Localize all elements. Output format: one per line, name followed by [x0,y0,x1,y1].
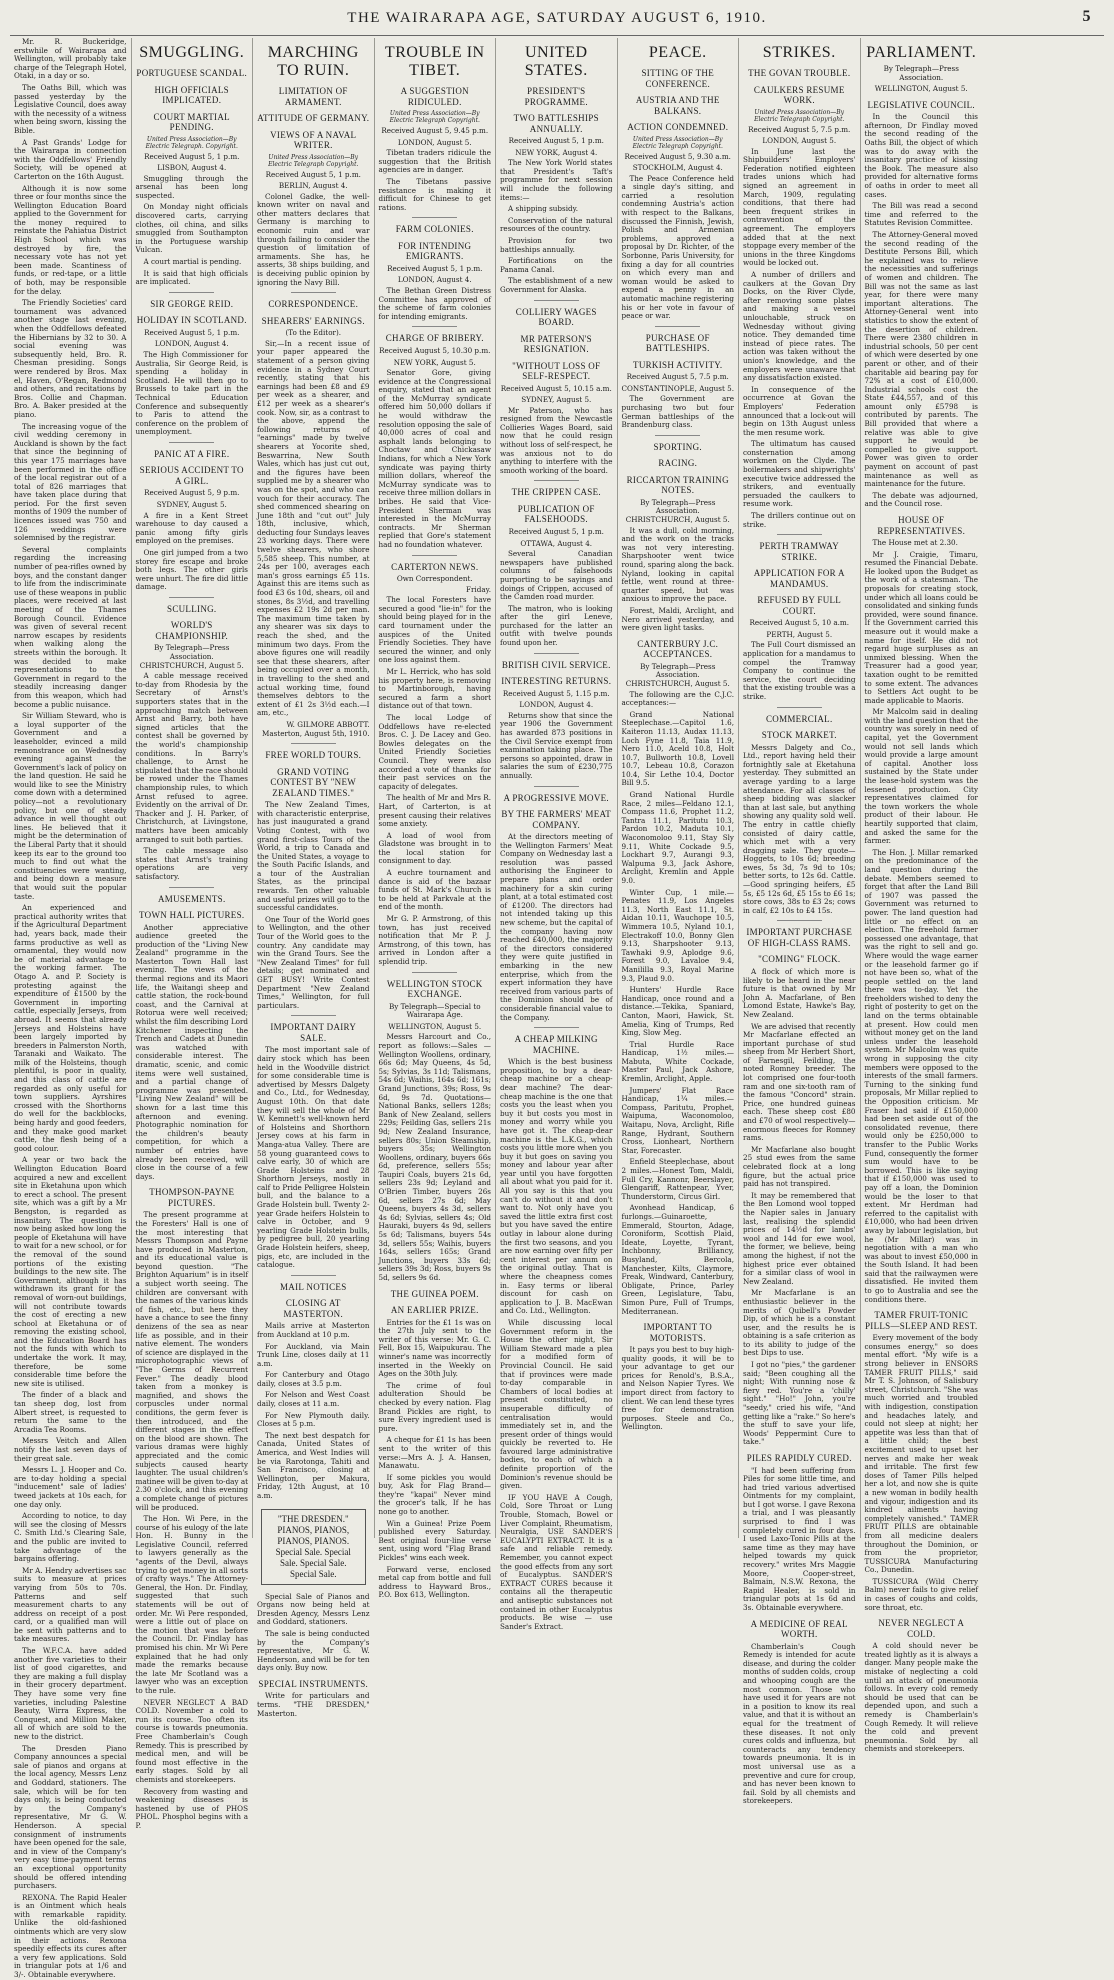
dateline: Received August 5, 9.45 p.m. [381,126,489,135]
article-paragraph: It pays you best to buy high-quality goods, it will be to your advantage to get our prices for Renold's, B.S.A., and Nelson Napier Tyres. We import direct from factory to client. We can lend these tyres free for demonstration purposes. Steele and Co., Wellington. [621,1345,734,1432]
article-paragraph: The Government are purchasing two but four German battleships of the Brandenburg class. [621,394,734,430]
article-paragraph: Mr L. Herrick, who has sold his property here, is removing to Martinborough, having secured a farm a short distance out of that town. [378,667,491,711]
article-paragraph: For Nelson and West Coast daily, closes at 11 a.m. [257,1390,370,1409]
article-paragraph: REXONA. The Rapid Healer is an Ointment which heals with remarkable rapidity. Unlike the old-fashioned ointments which are very slow in their actions. Rexona speedily effects its cures after a very few applications. Sold in triangular pots at 1/6 and 3/-. Obtainable everywhere. [14,1892,127,1980]
article-paragraph: Smuggling through the arsenal has been long suspected. [135,173,248,200]
subheading: THOMPSON-PAYNE PICTURES. [149,1187,235,1208]
column-3 [253,38,375,1718]
subheading: PRESIDENT'S PROGRAMME. [524,86,588,107]
agency-credit: United Press Association—By Electric Telegraph Copyright. [754,108,845,123]
article-paragraph: The Peace Conference held a single day's sitting, and carried a resolution condemning Austria's action with respect to the Balkans, discussed the Finnish, Jewish, Polish and Armenian problems, approved a proposal by Dr. Richter, of the Sorbonne, Paris University, for fixing a day for all countries on which every man and woman would be asked to expend a penny in an automatic machine registering his or her vote in favour of peace or war. [621,173,734,321]
article-paragraph: Conservation of the natural resources of the country. [500,215,613,234]
section-separator [777,534,822,535]
subheading: THE GOVAN TROUBLE. [748,68,851,78]
agency-credit: United Press Association—By Electric Telegraph Copyright. [632,135,723,150]
section-separator [655,326,700,327]
article-paragraph: Colonel Gadke, the well-known writer on naval and other matters declares that Germany is marching to economic ruin and war through failing to consider the question of limitation of armaments. She has, he asserts, 38 ships building, and is deceiving public opinion by ignoring the Navy Bill. [257,191,370,287]
subheading: "WITHOUT LOSS OF SELF-RESPECT. [512,360,601,381]
subheading: VIEWS OF A NAVAL WRITER. [270,129,357,150]
dateline: CONSTANTINOPLE, August 5. [621,383,734,393]
column-6 [618,38,740,1538]
article-paragraph: Mr Macfarlane is an enthusiastic believer in the merits of Quibell's Powder Dip, of which he is a constant user, and the results he is obtaining is a safe criterion as to its ability to judge of the best Dips to use. [743,1288,856,1358]
subheading: AN EARLIER PRIZE. [390,1305,479,1316]
article-paragraph: NEVER NEGLECT A BAD COLD. November a cold to run its course. Too often its course is towards pneumonia. Free Chamberlain's Cough Remedy. This is prescribed by medical men, and will be found most effective in the early stages. Sold by all chemists and storekeepers. [135,1697,248,1784]
subheading: SCULLING. [167,603,217,614]
subheading: MAIL NOTICES [279,1281,347,1292]
subheading: LIMITATION OF ARMAMENT. [278,86,348,107]
article-paragraph: The local Lodge of Oddfellows have re-elected Bros. C. J. De Lacey and Geo. Bowles delegates on the United Friendly Societies Council. They were also accorded a vote of thanks for their past services on the capacity of delegates. [378,712,491,791]
article-paragraph: The finder of a black and tan sheep dog, lost from Albert street, is requested to return the same to the Arcadia Tea Rooms. [14,1390,127,1434]
article-paragraph: The W.F.C.A. have added another five varieties to their list of good cigarettes, and they are making a full display in their grocery department. They have some very fine varieties, including Palestine Beauty, Wirra Express, the Conquest, and Million Maker, all of which are sold to the new to the district. [14,1646,127,1741]
section-separator [412,972,457,973]
article-paragraph: Messrs L. J. Hooper and Co. are to-day holding a special "inducement" sale of ladies' tweed jackets at 10s each, for one day only. [14,1465,127,1509]
article-paragraph: At the directors meeting of the Wellington Farmers' Meat Company on Wednesday last a resolution was passed authorising the Engineer to prepare plans and order machinery for a skin curing plant, at a total estimated cost of £1200. The directors had not intended taking up this new scheme, but the capital of the company having now reached £40,000, the majority of the directors considered they were quite justified in embarking in the new enterprise, which from the expert information they have received from various parts of the Dominion should be of considerable financial value to the Company. [500,832,613,1022]
subheading: HOUSE OF REPRESENTATIVES. [877,515,966,536]
column-headline: TROUBLE IN TIBET. [384,44,485,79]
article-paragraph: The High Commissioner for Australia, Sir George Reid, is spending a holiday in Scotland. He will then go to Brussels to take part in the Technical Education Conference and subsequently to Paris to attend the conference on the problem of unemployment. [135,350,248,437]
article-paragraph: The establishment of a new Government for Alaska. [500,276,613,294]
article-paragraph: A euchre tournament and dance is aid of the bazaar funds of St. Mark's Church is to be held at Parkvale at the end of the month. [378,868,491,912]
article-paragraph: A flock of which more is likely to be heard in the near future is that owned by Mr John A. Macfarlane, of Ben Lomond Estate, Hawke's Bay, New Zealand. [743,966,856,1019]
article-paragraph: It is said that high officials are implicated. [135,268,248,287]
section-separator [291,292,336,293]
article-paragraph: The matron, who is looking after the girl Leneve, purchased for the latter an outfit with twelve pounds found upon her. [500,603,613,648]
article-paragraph: Mr G. P. Armstrong, of this town, has just received notification that Mr P. J. Armstrong, of this town, has arrived in London after a splendid trip. [378,914,491,966]
article-paragraph: Recovery from wasting and weakening diseases is hastened by use of PHOS PHOL. Phosphol begins with a P. [135,1786,248,1830]
article-paragraph: Mr Paterson, who has resigned from the Newcastle Collieries Wages Board, said now that he could resign without loss of self-respect, he was anxious not to do anything to interfere with the smooth working of the board. [500,405,613,475]
section-separator [534,653,579,654]
dateline: LONDON, August 4. [154,339,229,349]
dateline: Received August 5, 9.30 a.m. [624,151,731,161]
article-paragraph: Hunters' Hurdle Race Handicap, once round and a distance.—Tekika, Spaniard, Canton, Maori, Hawick, St. Amelia, King of Trumps, Red King, Slow Meg. [621,985,734,1038]
advertisement-box: "THE DRESDEN." PIANOS, PIANOS, PIANOS, PIANOS. Special Sale. Special Sale. Special Sale. Special Sale. [261,1509,366,1585]
article-paragraph: Jumpers' Flat Race Handicap, 1¼ miles.—Compass, Paritutu, Prophet, Waipuma, Waconomoloo, Waitapu, Nova, Arclight, Rifle Range, Hydrant, Southern Cross, Lionheart, Northern Star, Forecaster. [621,1085,734,1155]
subheading: AUSTRIA AND THE BALKANS. [635,95,720,116]
dateline: By Telegraph—Press Association. CHRISTCHURCH, August 5. [625,497,730,525]
subheading: COURT MARTIAL PENDING. [153,111,230,132]
subheading: LEGISLATIVE COUNCIL. [867,99,975,110]
subheading: WELLINGTON STOCK EXCHANGE. [386,978,483,1000]
agency-credit: United Press Association—By Electric Telegraph Copyright. [268,153,359,168]
column-4 [375,38,497,1600]
dateline: SYDNEY, August 5. [521,395,592,405]
dateline: By Telegraph—Press Association. [883,64,959,82]
article-paragraph: Write for particulars and terms. "THE DRESDEN," Masterton. [257,1691,370,1718]
subheading: CLOSING AT MASTERTON. [283,1298,344,1319]
article-paragraph: Another appreciative audience greeted the production of the "Living New Zealand" programme in the Masterton Town Hall last evening. The views of the thermal regions and its Maori life, the Waitangi sheep and cattle station, the rock-bound coast, and the Carnival at Rotorua were well received; whilst the film describing Lord Kitchener inspecting the Trench and Cadets at Dunedin was watched with considerable interest. The dramatic, scenic, and comic items were well sustained, and a partial change of programme was presented. "Living New Zealand" will be shown for a last time this afternoon and evening. Photographic nomination for the children's beauty competition, for which a number of entries have already been received, will close in the course of a few days. [135,922,248,1181]
article-paragraph: A cable message received to-day from Rhodesia by the Secretary of Arnst's supporters states that in the approaching match between Arnst and Barry, both have signed articles that the contest shall be governed by the world's championship conditions. In Barry's challenge, to Arnst he stipulated that the race should be rowed under the Thames championship rules, to which Arnst refused to agree. Evidently on the arrival of Dr. Thacker and J. H. Parker, of Christchurch, at Livingstone, matters have been amicably arranged to suit both parties. [135,671,248,844]
column-8 [861,38,983,1754]
article-paragraph: It was a dull, cold morning, and the work on the tracks was not very interesting. Sharpshooter went twice round, sparing along the back. Nyland, looking in capital fettle, went round at three-quarter speed, but was anxious to improve the pace. [621,525,734,604]
article-paragraph: The Attorney-General moved the second reading of the Destitute Persons Bill, which he explained was to relieve the necessities and sufferings of women and children. The Bill was not the same as last year, for there were many important alterations. The Attorney-General went into statistics to show the extent of the desertion of children. There were 2380 children in industrial schools, 50 per cent of which were deserted by one parent or other, and of their charitable aid bearing pay for 72% at a cost of £10,000. Industrial schools cost the State £44,557, and of this amount only £5798 is contributed by parents. The Bill provided that where a relative was able to give support he would be compelled to give support. Power was given to order payment on account of past maintenance as well as maintenance for the future. [864,230,978,489]
columns-container [10,37,1106,1980]
article-paragraph: Mr Malcolm said in dealing with the land question that the country was sorely in need of capital, yet the Government would not sell lands which would provide a large amount of capital. Another loss sustained by the State under the lease-hold system was the lessened production. City representatives claimed for the town workers the whole product of their labour. He heartily supported that claim, and asked the same for the farmer. [864,707,978,846]
article-paragraph: The Hon. Wi Pere, in the course of his eulogy of the late Hon. H. Bunny in the Legislative Council, referred to lawyers generally as the "agents of the Devil, always trying to get money in all sorts of crafty ways." The Attorney-General, the Hon. Dr. Findlay, suggested that such statements will be out of order. Mr. Wi Pere responded, were a little out of place on the motion that was before the Council. Dr. Findlay has promised his chin. Mr Wi Pere explained that he had only made the remarks because the late Mr Scotland was a lawyer who was an exception to the rule. [135,1514,249,1695]
subheading: IMPORTANT DAIRY SALE. [270,1022,357,1043]
article-paragraph: IF YOU HAVE A Cough, Cold, Sore Throat or Lung Trouble, Stomach, Bowel or Liver Complaint, Rheumatism, Neuralgia, USE SANDER'S EUCALYPTI EXTRACT. It is a safe and reliable remedy. Remember, you cannot expect the good effects from any sort of Eucalyptus. SANDER'S EXTRACT CURES because it contains all the therapeutic and antiseptic substances not contained in other Eucalyptus products. Be wise — use Sander's Extract. [500,1492,613,1631]
section-separator [534,300,579,301]
subheading: COLLIERY WAGES BOARD. [515,306,597,327]
article-paragraph: A Past Grands' Lodge for the Wairarapa in connection with the Oddfellows' Friendly Society, will be opened at Carterton on the 16th August. [14,137,127,181]
article-paragraph: Grand National Hurdle Race, 2 miles—Feldano 12.1, Compass 11.6, Prophet 11.2, Tantra 11.1, Paritutu 10.3, Pardon 10.2, Maduta 10.1, Waconomoloo 9.11, Stay Sly 9.11, White Cockade 9.5, Lockhart 9.7, Aurangi 9.3, Walpuma 9.3, Jack Ashore, Arclight, Kremlin and Apple 9.0. [621,790,734,885]
subheading: FARM COLONIES. [395,224,474,235]
subheading: FREE WORLD TOURS. [265,750,362,761]
subheading: THE GUINEA POEM. [390,1288,479,1299]
article-paragraph: One girl jumped from a two storey fire escape and broke both legs. The other girls were unhurt. The fire did little damage. [135,548,248,592]
subheading: CANTERBURY J.C. ACCEPTANCES. [637,638,719,660]
subheading: TWO BATTLESHIPS ANNUALLY. [513,113,599,134]
subheading: RACING. [658,458,698,469]
subheading: BRITISH CIVIL SERVICE. [501,659,611,670]
article-paragraph: A number of drillers and caulkers at the Govan Dry Docks, on the River Clyde, after removing some plates and making a vessel unlouchable, struck on Wednesday without giving notice. They demanded time instead of piece rates. The action was taken without the union's knowledge, and the employers were unaware that any dissatisfaction existed. [743,270,856,383]
subheading: A MEDICINE OF REAL WORTH. [750,1618,848,1640]
subheading: SIR GEORGE REID. [150,298,234,309]
subheading: PORTUGUESE SCANDAL. [136,68,248,78]
article-paragraph: A court martial is pending. [143,257,242,267]
subheading: APPLICATION FOR A MANDAMUS. [753,568,845,589]
article-paragraph: It may be remembered that the Ben Lomond wool topped the Napier sales in January last, realising the splendid prices of 14½d for lambs' wool and 14d for ewe wool, the former, we believe, being among the highest, if not the highest price ever obtained for a similar class of wool in New Zealand. [743,1190,856,1286]
dateline: Received August 5, 10 a.m. [749,618,850,628]
article-paragraph: For Auckland, via Main Trunk Line, closes daily at 11 a.m. [257,1341,370,1368]
dateline: By Telegraph—Special to Wairarapa Age. [388,1001,481,1020]
section-separator [412,326,457,327]
column-1 [10,37,132,1980]
section-separator [777,920,822,921]
subheading: MR PATERSON'S RESIGNATION. [520,333,592,354]
subheading: GRAND VOTING CONTEST BY "NEW ZEALAND TIMES." [270,766,357,798]
article-paragraph: Mr J. Craigie, Timaru, resumed the Financial Debate. He looked upon the Budget as the work of a statesman. The proposals for creating stock, under which all loans could be consolidated and sinking funds provided, were sound finance. If the Government carried this measure out it would make a name for itself. He did not regard huge surpluses as an unmixed blessing. When the Treasurer had a good year, taxation ought to be remitted to some extent. The advances to Settlers Act ought to be made applicable to Maoris. [864,549,978,705]
subheading: IMPORTANT TO MOTORISTS. [643,1322,713,1343]
dateline: Own Correspondent. [396,574,473,584]
subheading: NEVER NEGLECT A COLD. [878,1618,965,1639]
section-separator [169,292,214,293]
subheading: ACTION CONDEMNED. [627,122,729,132]
article-paragraph: If some pickles you would buy, Ask for Flag Brand—they're "kapai" Never mind the grocer's talk, If he has none go to another. [378,1472,491,1517]
subheading: PANIC AT A FIRE. [154,448,230,459]
subheading: A SUGGESTION RIDICULED. [400,86,469,107]
article-paragraph: The Hon. J. Millar remarked on the predominance of the land question during the debate. Members seemed to forget that after the Land Bill of 1907 was passed the Government was returned to power. The land question had little or no effect on an election. The freehold farmer possessed one advantage, that was the right to sell and go. Where would the wage earner or the leasehold farmer go if not have been so, what of the people settled on the land there was to-day. Yet the freeholders wished to deny the right of posterity to get on the land on the terms obtainable at present. How could men without money get on the land unless under the leasehold system. Mr Malcolm was quite wrong in supposing the city members were opposed to the interests of the small farmers. Turning to the sinking fund proposals, Mr Millar replied to the Opposition criticism. Mr Fraser had said if £150,000 had been set aside out of the consolidated revenue, there would only be £250,000 to transfer to the Public Works Fund, consequently the former sum would have to be borrowed. This is like saying that if £150,000 was used to pay off a loan, the Dominion would be the loser to that extent. Mr Herdman had referred to the capitalist with £10,000, who had been driven away by labour legislation, but he (Mr Millar) was in negotiation with a man who was about to invest £50,000 in the South Island. It had been said that the railwaymen were dissatisfied. He invited them to go to Australia and see the conditions there. [864,847,978,1304]
subheading: A PROGRESSIVE MOVE. [503,792,609,803]
section-separator [412,217,457,218]
dateline: Received August 5, 1 p.m. [387,263,483,273]
subheading: CORRESPONDENCE. [268,299,359,310]
article-paragraph: The Full Court dismissed an application for a mandamus to compel the Tramway Company to continue the service, the court deciding that the existing trouble was a strike. [743,640,856,701]
dateline: LONDON, August 5. [762,136,837,146]
dateline: Received August 5, 1.15 p.m. [502,688,610,698]
subheading: CARTERTON NEWS. [391,561,479,572]
article-paragraph: In consequence of the occurrence at Govan the Employers' Federation announced that a lock-out will begin on 13th August unless the men resume work. [743,384,856,437]
article-paragraph: Several complaints regarding the increasing number of pea-rifles owned by boys, and the constant danger to life from the indiscriminate use of these weapons in public places, were received at last meeting of the Thames Borough Council. Evidence was given of several recent narrow escapes by residents when walking along the streets within the borough. It was decided to make representations to the Government in regard to the steadily increasing danger from this weapon, which had become a public nuisance. [14,544,127,709]
article-paragraph: TUSSICURA (Wild Cherry Balm) never fails to give relief in cases of coughs and colds, sore throat, etc. [864,1576,978,1612]
article-paragraph: A year or two back the Wellington Education Board acquired a new and excellent site in Eketahuna upon which to erect a school. The present site, which was a gift by a Mr Bengston, is regarded as insanitary. The question is now being asked how long the people of Eketahuna will have to wait for a new school, or for the removal of the sound portions of the existing buildings to the new site. The Government, although it has withdrawn its grant for the removal of worn-out buildings, will not contribute towards the cost of erecting a new school at Eketahuna or of removing the existing school, and the Education Board has not the funds with which to undertake the work. It may, therefore, be some considerable time before the new site is utilised. [14,1155,127,1388]
column-headline: STRIKES. [762,44,836,61]
subheading: PILES RAPIDLY CURED. [746,1453,852,1463]
article-paragraph: The ultimatum has caused consternation among workmen on the Clyde. The boilermakers and shipwrights' executive twice addressed the strikers, and eventually persuaded the caulkers to resume work. [743,439,856,509]
article-paragraph: A fire in a Kent Street warehouse to day caused a panic among fifty girls employed on the premises. [135,510,248,546]
subheading: TOWN HALL PICTURES. [139,910,245,920]
subheading: COMMERCIAL. [765,713,833,724]
article-paragraph: The drillers continue out on strike. [743,511,856,529]
subheading: SITTING OF THE CONFERENCE. [641,68,715,89]
subheading: RICCARTON TRAINING NOTES. [626,474,729,496]
subheading: CAULKERS RESUME WORK. [753,84,845,105]
dateline: PERTH, August 5. [766,629,833,639]
masthead [0,10,1114,32]
dateline: Received August 5, 7.5 p.m. [748,124,851,134]
column-headline: UNITED STATES. [524,44,588,79]
dateline: By Telegraph—Press Association. CHRISTCHURCH, August 5. [625,661,730,688]
dateline: WELLINGTON, August 5. [874,84,968,94]
article-paragraph: A cheque for £1 1s has been sent to the writer of this verse:—Mrs A. J. A. Hansen, Manawatu. [378,1435,491,1471]
subheading: AMUSEMENTS. [157,893,226,904]
article-paragraph: The Dresden Piano Company announces a special sale of pianos and organs at the local agency, Messrs Lenz and Goddard, stationers. The sale, which will be for ten days only, is being conducted by the Company's representative, Mr G. W. Henderson. A special consignment of instruments have been opened for the sale, and in view of the Company's very easy time-payment terms an exceptional opportunity should be offered intending purchasers. [14,1743,127,1891]
article-paragraph: A cold should never be treated lightly as it is always a danger. Many people make the mistake of neglecting a cold until an attack of pneumonia follows. In every cold remedy should be used that can be depended upon, and such a remedy is Chamberlain's Cough Remedy. It will relieve the cold and prevent pneumonia. Sold by all chemists and storekeepers. [864,1641,978,1754]
column-7 [739,38,861,1806]
column-headline: PEACE. [648,44,707,61]
article-paragraph: In June last the Shipbuilders' Employers' Federation notified eighteen trades unions which had signed an agreement in March, 1909, regulating conditions, that there had been frequent strikes in contravention of the agreement. The employers added that at the next stoppage every member of the unions in the three Kingdoms would be locked out. [743,146,856,268]
article-paragraph: Winter Cup, 1 mile.—Penates 11.9, Los Angeles 11.3, North East 11.1, St. Aidan 10.11, Wauchope 10.5, Wimmera 10.5, Nyland 10.1, Electrakoff 10.0, Bonny Glen 9.13, Sharpshooter 9.13, Tawhaki 9.9, Aplodge 9.6, Forest 9.0, Lavaloe 9.4, Manililla 9.3, Royal Marine 9.3, Plaud 9.0. [621,887,734,983]
section-separator [169,887,214,888]
article-paragraph: The following are the C.J.C. acceptances:— [621,689,734,708]
agency-credit: United Press Association—By Electric Telegraph. Copyright. [145,135,238,150]
dateline: NEW YORK, August 4. [515,147,598,157]
subheading: "COMING" FLOCK. [758,954,841,965]
subheading: HIGH OFFICIALS IMPLICATED. [154,84,229,105]
section-separator [291,1275,336,1276]
subheading: HOLIDAY IN SCOTLAND. [136,315,247,326]
article-paragraph: The health of Mr and Mrs R. Hart, of Carterton, is at present causing their relatives some anxiety. [378,793,491,829]
section-separator [291,1015,336,1016]
column-headline: MARCHING TO RUIN. [267,44,359,79]
article-paragraph: The Friendly Societies' card tournament was advanced another stage last evening, when the Oddfellows defeated the Hibernians by 32 to 30. A social evening was subsequently held, Bro. R. Chesman presiding. Songs were rendered by Bros. Max el, Haven, O'Regan, Redmond and others, and recitations by Bros. Collie and Chapman. Bro. A. Baker presided at the piano. [14,298,127,419]
dateline: Received August 5, 7.5 p.m. [626,372,729,382]
article-paragraph: On Monday night officials discovered carts, carrying clothes, oil china, and silks smuggled from Southampton in the Portuguese warship Vulcan. [135,202,248,255]
dateline: Received August 5, 1 p.m. [508,136,604,145]
section-separator [655,435,700,436]
article-paragraph: Messrs Harcourt and Co., report as follows:—Sales — Wellington Woollens, ordinary, 66s 6d; May Queens, 4s 5d, 5s; Sylvias, 3s 11d; Talismans, 54s 6d; Waihis, 164s 6d; 161s; Grand Junctions, 39s; Ross, 9s 6d, 9s 7d. Quotations—National Banks, sellers 128s; Bank of New Zealand, sellers 229s; Feilding Gas, sellers 21s 9d; New Zealand Insurance, sellers 80s; Union Steamship, buyers 35s; Wellington Woollens, ordinary, buyers 66s 6d, preference, sellers 55s; Taupiri Coals, buyers 21s 6d, sellers 23s 9d; Leyland and O'Brien Timber, buyers 26s 6d, sellers 27s 6d; May Queens, buyers 4s 3d, sellers 4s 6d; Sylvias, sellers 4s; Old Hauraki, buyers 4s 9d, sellers 5s 6d; Talismans, buyers 54s 3d, sellers 55s; Waihis, buyers 164s, sellers 165s; Grand Junctions, buyers 33s 6d; sellers 39s 3d; Ross, buyers 9s 5d, sellers 9s 6d. [378,1032,491,1282]
article-paragraph: Mr Macfarlane also bought 25 stud ewes from the same celebrated flock at a long figure, but the actual price paid has not transpired. [743,1144,856,1189]
article-paragraph: The Bill was read a second time and referred to the Statutes Revision Committee. [864,201,978,228]
article-paragraph: Provision for two battleships annually. [500,235,613,254]
subheading: SPECIAL INSTRUMENTS. [258,1678,369,1689]
article-paragraph: For New Plymouth daily. Closes at 5 p.m. [257,1410,370,1429]
article-paragraph: The most important sale of dairy stock which has been held in the Woodville district for some considerable time is advertised by Messrs Dalgety and Co., Ltd., for Wednesday, August 10th. On that date they will sell the whole of Mr W. Kemnett's well-known herd of Holsteins and Shorthorn Jersey cows at his farm in Manga-atua Valley. There are 58 young guaranteed cows to calve early, 30 of which are Grade Holsteins and 28 Shorthorn Jerseys, mostly in calf to Pride Pelligree Holstein bull, and the balance to a Grade Holstein bull. Twenty 2-year Grade heifers Holstein to calve in October, and 9 yearling Grade Holstein bulls, by pedigree bull, 20 yearling Grade Holstein heifers, sheep, pigs, etc, are included in the catalogue. [257,1045,370,1270]
article-paragraph: The cable message also states that Arnst's training operations are very satisfactory. [135,846,248,881]
section-separator [534,480,579,481]
article-paragraph: A load of wool from Gladstone was brought in to the local station for consignment to day. [378,830,491,866]
subheading: INTERESTING RETURNS. [501,676,612,687]
article-paragraph: Every movement of the body consumes energy," so does mental effort. "My wife is a strong believer in ENSORS TAMER FRUIT PILLS," said Mr T. S. Johnson, of Salisbury street, Christchurch. "She was much worried and troubled with indigestion, constipation and headaches lately, and could not sleep at night; her appetite was less than that of a little child; the best excitement used to upset her nerves and make her weak and irritable. The first few doses of Tamer Pills helped her a lot, and now she is quite a new woman in bodily health and vigour, indigestion and its kindred ailments having completely vanished." TAMER FRUIT PILLS are obtainable from all medicine dealers throughout the Dominion, or from the proprietor, TUSSICURA Manufacturing Co., Dunedin. [864,1333,978,1575]
dateline: NEW YORK, August 5. [393,357,476,367]
subheading: THE CRIPPEN CASE. [511,487,601,498]
article-paragraph: Messrs Dalgety and Co., Ltd., report having held their fortnightly sale at Eketahuna yesterday. They submitted an average yarding to a large attendance. For all classes of sheep bidding was slacker than at last sale, but anything showing any quality sold well. The entry in cattle chiefly consisted of dairy cattle, which met with a very dragging sale. They quote—Hoggets, to 10s 6d; breeding ewes, 5s 3d, 7s 9d to 10s; better sorts, to 12s 6d. Cattle.—Good springing heifers, £5 5s, £5 12s 6d, £5 15s to £6 1s; store cows, 38s to £3 2s; cows in calf, £2 10s to £4 15s. [743,742,856,915]
article-paragraph: The New Zealand Times, with characteristic enterprise, has just inaugurated a grand Voting Contest, with two grand first-class Tours of the World, a trip to Canada and the United States, a voyage to the South Pacific Islands, and a tour of the Australian States, as the principal rewards. Ten other valuable and useful prizes will go to the successful candidates. [257,800,370,913]
article-paragraph: Although it is now some three or four months since the Wellington Education Board applied to the Government for the money required to reinstate the Pahiatua District High School which was destroyed by fire, the necessary vote has not yet been made. Scantiness of funds, or red-tape, or a little of both, may be responsible for the delay. [14,183,127,296]
subheading: CHARGE OF BRIBERY. [385,333,484,344]
article-paragraph: The Tibetans passive resistance is making it difficult for Chinese to get rations. [378,176,491,212]
article-paragraph: Senator Gore, giving evidence at the Congressional enquiry, stated that an agent of the McMurray syndicate offered him 50,000 dollars if he would withdraw the resolution opposing the sale of 40,000 acres of coal and asphalt lands belonging to Choctaw and Chickasaw Indians, for which a New York syndicate was paying thirty million dollars, whereof the McMurray syndicate was to receive three million dollars in bribes. He said that Vice-President Sherman was interested in the McMurray contracts. Mr Sherman replied that Gore's statement had no foundation whatever. [378,368,491,549]
dateline: STOCKHOLM, August 4. [632,163,723,173]
article-paragraph: Returns show that since the year 1906 the Government has awarded 873 positions in the Civil Service exempt from examination taking place. The persons so appointed, draw in salaries the sum of £230,775 annually. [500,710,613,780]
article-paragraph: Tibetan traders ridicule the suggestion that the British agencies are in danger. [378,148,491,175]
article-paragraph: Mr A. Hendry advertises sac suits to measure at prices varying from 50s to 70s. Patterns and self measurement charts to any address on receipt of a post card, or a qualified man will be sent with patterns and to take measures. [14,1565,127,1644]
article-paragraph: Forest, Maldi, Arclight, and Nero arrived yesterday, and were given light tasks. [621,605,734,633]
dateline: Received August 5, 1 p.m. [265,169,361,179]
dateline: By Telegraph—Press Association. CHRISTCHURCH, August 5. [139,643,244,670]
section-separator [169,442,214,443]
signature-line: W. GILMORE ABBOTT. Masterton, August 5th, 1910. [262,719,370,738]
subheading: FOR INTENDING EMIGRANTS. [398,240,472,262]
signature-line: Friday. [466,584,491,594]
article-paragraph: The present programme at the Foresters' Hall is one of the most interesting that Messrs Thompson and Payne have produced in Masterton, and its educational value is beyond question. "The Brighton Aquarium" is in itself a subject worth seeing. The children are conversant with the names of the various kinds of fish, etc., but here they have a chance to see the finny denizens of the sea as near life as possible, and in their native element. The wonders of science are displayed in the microphotographic views of "The Germs of Recurrent Fever." The deadly blood taken from a monkey is magnified, and shows the corpuscles under normal conditions, the germ fever is then introduced, and the different stages in the effect on the blood are shown. The various dramas were highly appreciated and the comic subjects caused hearty laughter. The usual children's matinee will be given to-day at 2.30 o'clock, and this evening a complete change of pictures will be produced. [135,1210,248,1512]
article-paragraph: An experienced and practical authority writes that if the Agricultural Department had, years back, made their farms productive as well as ornamental, they would now be of material advantage to the working farmer. The Otago A. and P. Society is protesting against the expenditure of £1500 by the Government in importing cattle, especially Jerseys, from abroad. It seems that already Jerseys and Holsteins have been largely imported by breeders in Palmerston North, Taranaki and Waikato. The milk of the Holsteins, though plentiful, is poor in quality, and this class of cattle are regarded as only useful for town suppliers. Ayrshires crossed with the Shorthorns do well for the backblocks, being hardy and good feeders, and they make good market cattle, the flesh being of a good colour. [14,903,127,1153]
article-paragraph: While discussing local Government reform in the House the other night, Sir William Steward made a plea for a modified form of Provincial Council. He said that if provinces were made to-day comparable in Chambers of local bodies at present constituted, no insuperable difficulty of centralisation would immediately set in, and the present order of things would quickly be reverted to. He favoured large administrative bodies, to each of which a definite proportion of the Dominion's revenue should be given. [500,1317,613,1491]
dateline: Received August 5, 10.15 a.m. [500,383,612,393]
article-paragraph: Sir,—In a recent issue of your paper appeared the statement of a person giving evidence in a Sydney Court recently, stating that his earnings had been £8 and £9 per week as a shearer, and £12 per week as a shearer's cook. Now, sir, as a contrast to the above, append the following returns of "earnings" made by twelve shearers at Yocorite shed, Beswarrina, New South Wales, which has just cut out, and the figures have been supplied me by a shearer who was on the spot, and who can vouch for their accuracy. The shed commenced shearing on June 18th and "cut out" July 18th, inclusive, which, deducting four Sundays leaves 23 working days. There were twelve shearers, who shore 5,585 sheep. This number, at 24s per 100, averages each man's gross earnings £5 11s. Against this are items such as food £3 6s 10d, shears, oil and stones, 8s 3½d, and travelling expenses £2 19s 2d per man. The maximum time taken by any shearer was six days to reach the shed, and the minimum two days. From the above figures one will readily see that these shearers, after being occupied over a month, in travelling to the shed and actual working time, found themselves debtors to the extent of £1 2s 3½d each.—I am, etc., [257,338,370,718]
article-paragraph: The crime of foul adulteration Should be checked by every nation. Flag Brand Pickles are right, to sure Every ingredient used is pure. [378,1380,491,1433]
subheading: PUBLICATION OF FALSEHOODS. [517,503,595,525]
column-2 [132,38,254,1830]
dateline: LISBON, August 4. [157,163,227,173]
article-paragraph: The House met at 2.30. [872,538,958,547]
article-paragraph: We are advised that recently Mr Macfarlane effected an important purchase of stud sheep from Mr Herbert Short, of Farnesgil, Feilding, the noted Romney breeder. The lot comprised one four-tooth ram and one six-tooth ram of the famous "Concord" strain. Price, one hundred guineas each. These sheep cost £80 and £70 of wool respectively—enormous fleeces for Romney rams. [743,1021,856,1143]
column-headline: PARLIAMENT. [866,44,977,61]
article-paragraph: Avonhead Handicap, 6 furlongs.—Guinaroette, Emmerald, Stourton, Adage, Coroniform, Scottish Plaid, Ideate, Loyette, Tyrant, Inchbonny, Brilliancy, Busyland, Bercola, Manchester, Kilts, Claymore, Freak, Windward, Canterbury, Obligate, Prince, Parley Green, Legislature, Tabu, Simon Pure, Full of Trumps, Mediterranean. [621,1203,734,1316]
dateline: LONDON, August 4. [397,275,472,285]
article-paragraph: The increasing vogue of the civil wedding ceremony in Auckland is shown by the fact that since the beginning of this year 175 marriages have been performed in the office of the local registrar out of a total of 826 marriages that have taken place during that period. For the first seven months of 1909 the number of licences issued was 750 and 126 weddings were solemnised by the registrar. [14,421,127,543]
dateline: Received August 5, 1 p.m. [144,151,240,161]
article-paragraph: Grand National Steeplechase.—Capitol 1.6, Kaiteron 11.13, Audax 11.13, Loch Fyne 11.8, Taia 11.9, Nero 11.0, Aceld 10.8, Holt 10.7, Bullworth 10.8, Lovell 10.7, Lebeau 10.8, Corazon 10.4, Sir Lethe 10.4, Doctor Bill 9.5. [621,709,734,788]
column-5 [496,38,618,1631]
subheading: PERTH TRAMWAY STRIKE. [759,541,840,562]
masthead-title: THE WAIRARAPA AGE, SATURDAY AUGUST 6, 1910. [347,10,767,26]
subheading: REFUSED BY FULL COURT. [757,595,842,616]
article-paragraph: Mails arrive at Masterton from Auckland at 10 p.m. [257,1321,370,1339]
article-paragraph: One Tour of the World goes to Wellington, and the other Tour of the World goes to the country. Any candidate may win the Grand Tours. See the "New Zealand Times" for full details; get nominated and GET BUSY! Write Contest Department "New Zealand Times," Wellington, for full particulars. [257,914,370,1010]
article-paragraph: The debate was adjourned, and the Council rose. [864,490,978,509]
subheading: WORLD'S CHAMPIONSHIP. [155,620,229,641]
section-separator [169,597,214,598]
article-paragraph: The local Foresters have secured a good "lie-in" for the should being played for in the card tournament under the auspices of the United Friendly Societies. They have secured the winner, and only one loss against them. [378,595,491,665]
subheading: STOCK MARKET. [761,730,837,741]
dateline: SYDNEY, August 5. [156,500,227,510]
subheading: TAMER FRUIT-TONIC PILLS—SLEEP AND REST. [864,1310,978,1331]
section-separator [291,743,336,744]
dateline: Received August 5, 1 p.m. [508,526,604,536]
article-paragraph: Fortifications on the Panama Canal. [500,256,613,274]
column-headline: SMUGGLING. [139,44,245,61]
article-paragraph: Sir William Steward, who is a loyal supporter of the Government and a leaseholder, evinced a mild remonstrance on Wednesday evening against the Government's lack of policy on the land question. He said he would like to see the Ministry come down with a determined policy—not a revolutionary policy, but one of steady advance in well thought out lines. He believed that it might be the determination of the Liberal Party that it should keep its ear to the ground too much to find out what the constituencies were wanting, and being down a measure that would suit the popular taste. [14,711,127,901]
subheading: IMPORTANT PURCHASE OF HIGH-CLASS RAMS. [746,927,853,948]
dateline: LONDON, August 4. [519,700,594,710]
section-separator [534,1027,579,1028]
dateline: WELLINGTON, August 5. [388,1021,482,1031]
section-separator [777,707,822,708]
article-paragraph: The sale is being conducted by the Company's representative, Mr G. W. Henderson, and will be for ten days only. Buy now. [257,1628,370,1673]
dateline: (To the Editor). [285,328,342,338]
article-paragraph: The New York World states that President's Taft's programme for next session will include the following items:— [500,158,613,202]
article-paragraph: Messrs Veitch and Allen notify the last seven days of their great sale. [14,1436,127,1463]
article-paragraph: According to notice, to day will see the closing of Messrs C. Smith Ltd.'s Clearing Sale, and the public are invited to take advantage of the bargains offering. [14,1511,127,1564]
subheading: SHEARERS' EARNINGS. [261,315,365,326]
article-paragraph: Forward verse, enclosed metal cap from bottle and full address to Hayward Bros., P.O. Box 613, Wellington. [378,1564,491,1600]
article-paragraph: The Bethan Green Distress Committee has approved of the scheme of farm colonies for intending emigrants. [378,286,491,321]
article-paragraph: In the Council this afternoon, Dr Findlay moved the second reading of the Oaths Bill, the object of which was to do away with the insanitary practice of kissing the Book. The measure also provided for alternative forms of oaths in order to meet all cases. [864,112,978,199]
subheading: SPORTING. [653,441,702,452]
article-paragraph: A shipping subsidy. [508,204,579,214]
subheading: SERIOUS ACCIDENT TO A GIRL. [139,465,244,486]
article-paragraph: Entries for the £1 1s was on the 27th July sent to the writer of this verse: Mr. G. C. Fell, Box 15, Waipukurau. The winner's name was incorrectly inserted in the Weekly on Ages on the 30th July. [378,1317,491,1379]
page-number: 5 [1082,8,1092,25]
article-paragraph: Win a Guinea! Prize Poem published every Saturday. Best original four-line verse sent, using word "Flag Brand Pickles" wins each week. [378,1518,491,1563]
section-separator [534,786,579,787]
dateline: BERLIN, August 4. [278,181,348,191]
article-paragraph: For Canterbury and Otago daily, closes at 3.5 p.m. [257,1370,370,1388]
dateline: OTTAWA, August 4. [520,538,593,548]
section-separator [412,555,457,556]
article-paragraph: Mr. R. Buckeridge, erstwhile of Wairarapa and Wellington, will probably take charge of the Telegraph Hotel, Otaki, in a day or so. [14,37,127,81]
subheading: TURKISH ACTIVITY. [633,359,723,370]
subheading: BY THE FARMERS' MEAT COMPANY. [501,809,612,830]
article-paragraph: The next best despatch for Canada, United States of America, and West Indies will be via Rarotonga, Tahiti and San Francisco, closing at Wellington, per Makura, Friday, 12th August, at 10 a.m. [257,1430,370,1500]
article-paragraph: Chamberlain's Cough Remedy is intended for acute disease, and during the colder months of sudden colds, croup and whooping cough are the most common. Those who have used it for years are not in a position to know its real value, and that it is without an equal for the treatment of these diseases. It not only cures colds and influenza, but counteracts any tendency towards pneumonia. It is in most universal use as a preventive and cure for croup, and has never been known to fail. Sold by all chemists and storekeepers. [743,1641,856,1806]
dateline: LONDON, August 5. [397,137,472,147]
dateline: Received August 5, 1 p.m. [144,327,240,337]
article-paragraph: Enfield Steeplechase, about 2 miles.—Honest Tom, Maldi, Full Cry, Kannonr, Beerslayer, Glengariff, Rattenpear, Yver, Thunderstorm, Circus Girl. [621,1157,734,1201]
masthead-rule [10,35,1104,36]
dateline: Received August 5, 9 p.m. [144,488,240,498]
article-paragraph: Trial Hurdle Race Handicap, 1½ miles.—Mabuta, White Cockade, Master Paul, Jack Ashore, Kremlin, Arclight, Apple. [621,1039,734,1084]
article-paragraph: Special Sale of Pianos and Organs now being held at Dresden Agency, Messrs Lenz and Goddard, stationers. [257,1591,370,1627]
subheading: PURCHASE OF BATTLESHIPS. [645,332,710,354]
article-paragraph: Several Canadian newspapers have published columns of falsehoods purporting to be sayings and doings of Crippen, accused of the Camden road murder. [500,549,613,602]
article-paragraph: Which is the best business proposition, to buy a dear-cheap machine or a cheap-dear machine? The dear-cheap machine is the one that costs you the least when you buy it but costs you most in money and worry while you have got it. The cheap-dear machine is the L.K.G., which costs you little more when you buy it but goes on saving you money and labour year after year until you have forgotten all about what you paid for it. All you say is this that you can't do without it and don't want to. Not only have you saved the little extra first cost but you have saved the entire outlay in labour alone during the first two seasons, and you are now earning over fifty per cent interest per annum on the original outlay. That is where the cheapness comes in. Easy terms or liberal discount for cash on application to J. B. MacEwan and Co. Ltd., Wellington. [500,1057,613,1316]
article-paragraph: I got no "pies," the gardener said; "Been coughing all the night; With running nose & fiery red. You're a 'chilly' sight." "Ho!" John, you're "seedy," cried his wife, "And getting like a "rake." So here's the stuff to save your life, Woods' Peppermint Cure to take." [743,1360,856,1447]
subheading: ATTITUDE OF GERMANY. [257,113,370,123]
dateline: Received August 5, 10.30 p.m. [379,345,491,355]
agency-credit: United Press Association—By Electric Telegraph Copyright. [389,110,480,124]
article-paragraph: The Oaths Bill, which was passed yesterday by the Legislative Council, does away with the necessity of a witness when being sworn, kissing the Bible. [14,82,127,135]
article-paragraph: "I had been suffering from Piles for some little time, and had tried various advertised Ointments for my complaint, but I got worse. I gave Rexona a trial, and I was pleasantly surprised to find I was completely cured in four days. I used Laxo-Tonic Pills at the same time as they may have helped towards my quick recovery." writes Mrs Maggie Moore, Cooper-street, Balmain, N.S.W. Rexona, the Rapid Healer, is sold in triangular pots at 1s 6d and 3s. Obtainable everywhere. [743,1465,856,1612]
subheading: A CHEAP MILKING MACHINE. [514,1034,598,1055]
